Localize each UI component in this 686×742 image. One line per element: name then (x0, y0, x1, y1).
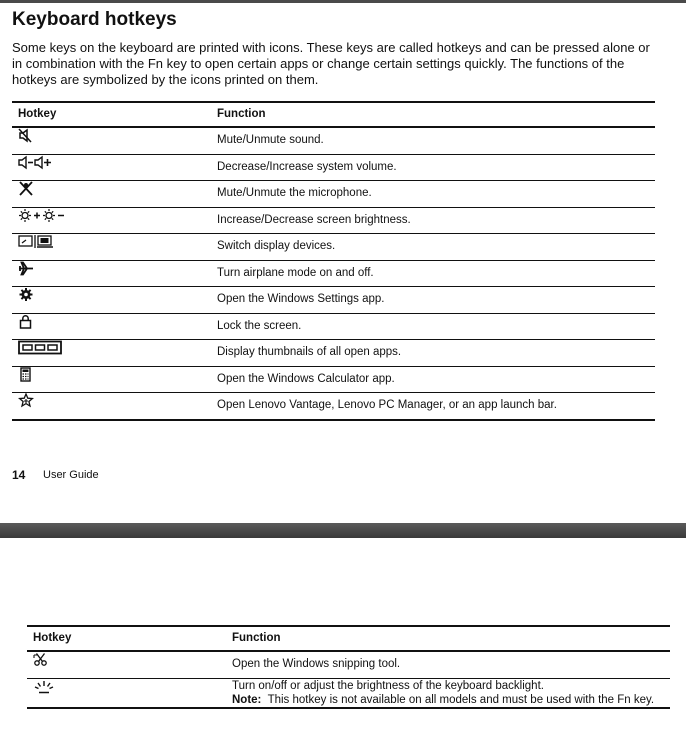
keyboard-backlight-icon (33, 679, 226, 694)
function-text: Lock the screen. (217, 319, 302, 332)
function-text: Open Lenovo Vantage, Lenovo PC Manager, or an app launch bar. (217, 399, 557, 411)
page-title: Keyboard hotkeys (12, 9, 177, 30)
footer-label: User Guide (43, 469, 99, 481)
page-number: 14 (12, 468, 26, 482)
switch-display-icon (18, 234, 211, 249)
table-row (12, 234, 655, 261)
calculator-icon (18, 367, 211, 382)
lock-icon (18, 314, 211, 329)
table-row (12, 340, 655, 367)
settings-gear-icon (18, 287, 211, 302)
page-separator (0, 523, 686, 538)
table-row (27, 651, 670, 678)
mute-speaker-icon (18, 128, 211, 143)
table-row (12, 154, 655, 181)
table-header-row (12, 102, 655, 127)
function-text: Increase/Decrease screen brightness. (217, 213, 411, 226)
table-row (12, 260, 655, 287)
function-text: Decrease/Increase system volume. (217, 160, 397, 173)
function-text: Turn airplane mode on and off. (217, 266, 374, 279)
hotkeys-table (12, 101, 655, 421)
header-function: Function (232, 632, 281, 644)
top-rule (0, 0, 686, 3)
function-text: Turn on/off or adjust the brightness of the keyboard backlight. (232, 679, 544, 692)
table-row (12, 127, 655, 154)
function-text: Open the Windows Calculator app. (217, 372, 395, 385)
table-row (12, 366, 655, 393)
function-text: Switch display devices. (217, 240, 336, 252)
table-header-row (27, 626, 670, 651)
note-label: Note: (232, 693, 262, 706)
function-text: Open the Windows snipping tool. (232, 658, 401, 670)
header-function: Function (217, 108, 266, 120)
table-row (12, 181, 655, 208)
intro-paragraph: Some keys on the keyboard are printed with icons. These keys are called hotkeys and can be pressed alone or in combination with the Fn key to open certain apps or change certain settings quickly. The functions of the hotkeys are symbolized by the icons printed on them. (12, 40, 650, 87)
note-text: This hotkey is not available on all models and must be used with the Fn key. (267, 693, 655, 706)
function-text: Display thumbnails of all open apps. (217, 346, 402, 358)
function-text: Open the Windows Settings app. (217, 293, 385, 305)
hotkeys-table-continued (27, 625, 670, 709)
header-hotkey: Hotkey (18, 108, 57, 120)
table-row (12, 313, 655, 340)
brightness-up-down-icon (18, 208, 211, 223)
note (232, 693, 670, 707)
airplane-icon (18, 261, 211, 276)
star-app-icon (18, 393, 211, 408)
function-text: Mute/Unmute the microphone. (217, 187, 372, 199)
table-row (12, 207, 655, 234)
function-text: Mute/Unmute sound. (217, 134, 324, 146)
table-row (27, 678, 670, 708)
table-row (12, 393, 655, 420)
table-row (12, 287, 655, 314)
header-hotkey: Hotkey (33, 632, 72, 644)
volume-down-up-icon (18, 155, 211, 170)
snipping-tool-icon (33, 652, 226, 667)
task-view-icon (18, 340, 211, 355)
mute-microphone-icon (18, 181, 211, 196)
